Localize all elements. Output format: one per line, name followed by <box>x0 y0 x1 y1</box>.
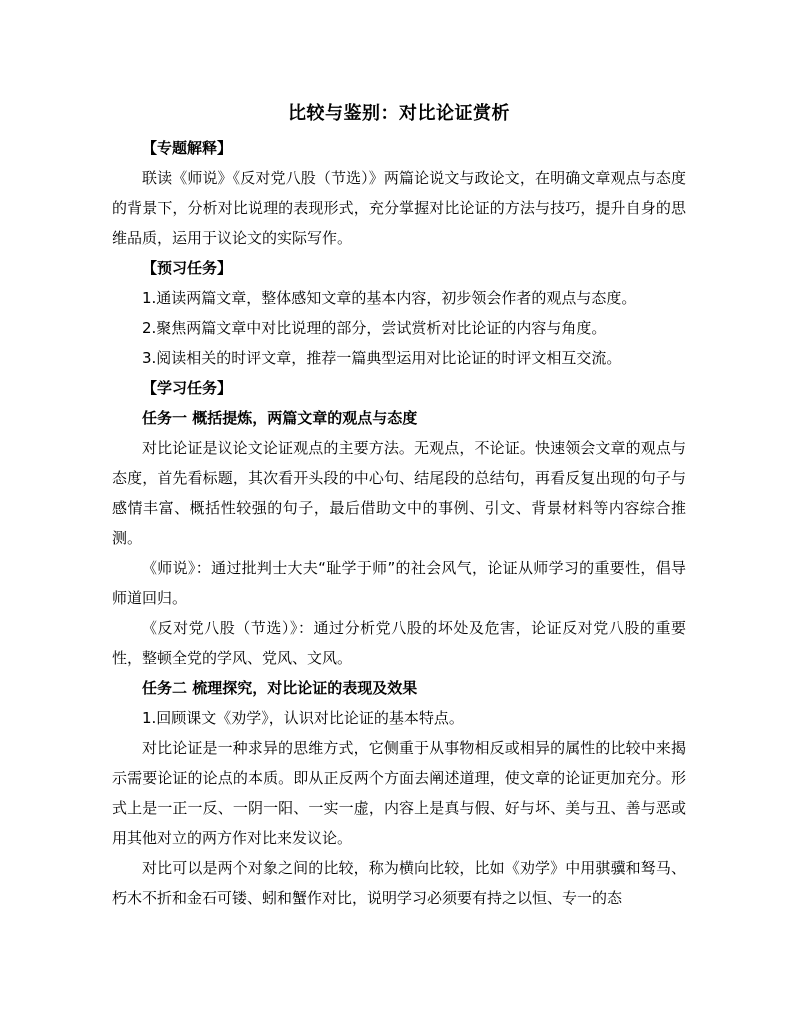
preview-item-2: 2.聚焦两篇文章中对比说理的部分，尝试赏析对比论证的内容与角度。 <box>142 319 607 337</box>
document-page <box>112 98 686 913</box>
task2-paragraph-1: 对比论证是一种求异的思维方式，它侧重于从事物相反或相异的属性的比较中来揭示需要论证的论点的本质。即从正反两个方面去阐述道理，使文章的论证更加充分。形式上是一正一反、一阴一阳、一实一虚，内容上是真与假、好与坏、美与丑、善与恶或用其他对立的两方作对比来发议论。 <box>112 739 686 847</box>
section-heading-learning: 【学习任务】 <box>142 379 233 397</box>
section-heading-explanation: 【专题解释】 <box>142 139 233 157</box>
task2-item-1: 1.回顾课文《劝学》，认识对比论证的基本特点。 <box>142 709 464 727</box>
document-title: 比较与鉴别：对比论证赏析 <box>288 103 510 124</box>
section-heading-preview: 【预习任务】 <box>142 259 233 277</box>
preview-item-3: 3.阅读相关的时评文章，推荐一篇典型运用对比论证的时评文相互交流。 <box>142 349 622 367</box>
preview-item-1: 1.通读两篇文章，整体感知文章的基本内容，初步领会作者的观点与态度。 <box>142 289 637 307</box>
task1-heading: 任务一 概括提炼，两篇文章的观点与态度 <box>142 409 418 427</box>
explanation-paragraph: 联读《师说》《反对党八股（节选）》两篇论说文与政论文，在明确文章观点与态度的背景下，分析对比说理的表现形式，充分掌握对比论证的方法与技巧，提升自身的思维品质，运用于议论文的实际写作。 <box>112 169 686 247</box>
task1-paragraph-2: 《师说》：通过批判士大夫“耻学于师”的社会风气，论证从师学习的重要性，倡导师道回归。 <box>112 559 686 607</box>
task1-paragraph-3: 《反对党八股（节选）》：通过分析党八股的坏处及危害，论证反对党八股的重要性，整顿全党的学风、党风、文风。 <box>112 619 686 667</box>
task2-paragraph-2: 对比可以是两个对象之间的比较，称为横向比较，比如《劝学》中用骐骥和驽马、朽木不折和金石可镂、蚓和蟹作对比，说明学习必须要有持之以恒、专一的态 <box>112 859 686 907</box>
task1-paragraph-1: 对比论证是议论文论证观点的主要方法。无观点，不论证。快速领会文章的观点与态度，首先看标题，其次看开头段的中心句、结尾段的总结句，再看反复出现的句子与感情丰富、概括性较强的句子，最后借助文中的事例、引文、背景材料等内容综合推测。 <box>112 439 686 547</box>
task2-heading: 任务二 梳理探究，对比论证的表现及效果 <box>142 679 418 697</box>
